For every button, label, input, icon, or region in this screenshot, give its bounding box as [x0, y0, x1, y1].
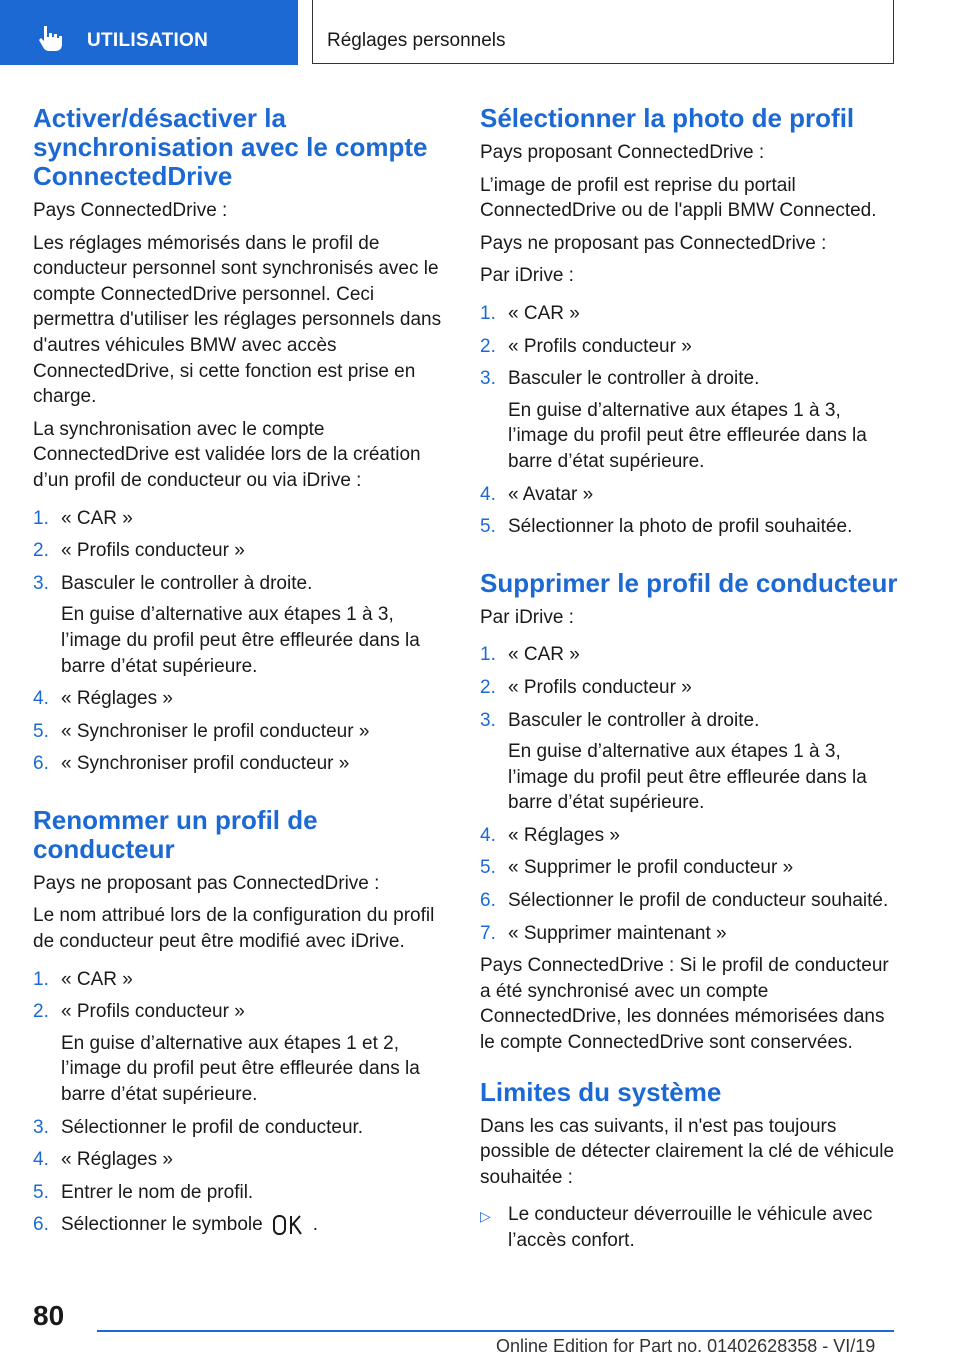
list-item: 4. « Réglages » — [33, 688, 173, 710]
heading-sync: Activer/désactiver la synchronisation avec le compte ConnectedDrive — [33, 103, 428, 191]
footer-divider — [97, 1330, 894, 1332]
list-item: 5. Sélectionner la photo de profil souhaitée. — [480, 516, 853, 538]
paragraph: Pays proposant ConnectedDrive : — [480, 142, 765, 163]
list-item: 1. « CAR » — [480, 302, 580, 324]
steps-list — [480, 642, 900, 946]
paragraph: Pays ne proposant pas ConnectedDrive : — [480, 232, 827, 254]
paragraph: Pays ConnectedDrive : — [33, 200, 228, 221]
bullet-item: ▷ Le conducteur déverrouille le véhicule avec l’accès confort. — [480, 1204, 873, 1251]
list-item: 6. « Synchroniser profil conducteur » — [33, 753, 350, 775]
paragraph: Le nom attribué lors de la configuration du profil de conducteur peut être modifié avec iDrive. — [33, 905, 435, 953]
heading-rename: Renommer un profil de conducteur — [33, 804, 318, 864]
heading-limits: Limites du système — [480, 1076, 722, 1107]
chapter-header — [312, 0, 894, 64]
list-item: 2. « Profils conducteur » — [480, 676, 692, 698]
steps-list — [480, 301, 900, 540]
steps-list — [33, 506, 449, 777]
list-item: 6. Sélectionner le profil de conducteur souhaité. — [480, 890, 889, 912]
list-item: 4. « Réglages » — [33, 1149, 173, 1171]
ok-symbol-icon — [271, 1213, 305, 1237]
list-item: 4. « Avatar » — [480, 483, 594, 505]
list-item: 6. Sélectionner le symbole . — [33, 1214, 318, 1236]
list-item: 2. « Profils conducteur » En guise d’alternative aux étapes 1 et 2, l’image du profil peut être effleurée dans la barre d’état supérieure. — [33, 1001, 420, 1106]
paragraph: Dans les cas suivants, il n'est pas toujours possible de détecter clairement la clé de véhicule souhaitée : — [480, 1115, 895, 1188]
footer-edition: Online Edition for Part no. 01402628358 - VI/19 — [496, 1336, 876, 1356]
list-item: 2. « Profils conducteur » — [33, 540, 245, 562]
heading-photo: Sélectionner la photo de profil — [480, 103, 855, 133]
list-item: 3. Basculer le controller à droite. En guise d’alternative aux étapes 1 à 3, l’image du profil peut être effleurée dans la barre d’état supérieure. — [480, 368, 867, 472]
list-item: 5. « Synchroniser le profil conducteur » — [33, 720, 370, 742]
list-item: 3. Basculer le controller à droite. En guise d’alternative aux étapes 1 à 3, l’image du profil peut être effleurée dans la barre d’état supérieure. — [480, 709, 867, 814]
steps-list — [33, 967, 449, 1238]
paragraph: Par iDrive : — [480, 265, 574, 287]
list-item: 7. « Supprimer maintenant » — [480, 922, 727, 944]
list-item: 5. « Supprimer le profil conducteur » — [480, 857, 794, 879]
chapter-title: Réglages personnels — [327, 30, 506, 51]
paragraph: La synchronisation avec le compte ConnectedDrive est validée lors de la création d’un profil de conducteur ou via iDrive : — [33, 418, 421, 491]
left-column — [33, 104, 449, 1245]
paragraph: Pays ne proposant pas ConnectedDrive : — [33, 872, 380, 894]
paragraph: Par iDrive : — [480, 606, 574, 628]
list-item: 4. « Réglages » — [480, 824, 620, 846]
list-item: 1. « CAR » — [33, 507, 133, 529]
paragraph: L’image de profil est reprise du portail ConnectedDrive ou de l'appli BMW Connected. — [480, 174, 877, 222]
list-item: 3. Sélectionner le profil de conducteur. — [33, 1116, 364, 1138]
paragraph: Les réglages mémorisés dans le profil de conducteur personnel sont synchronisés avec le compte ConnectedDrive personnel. Ceci permettra d'utiliser les réglages personnels dans d'autres véhicules BMW avec accès ConnectedDrive, si cette fonction est prise en charge. — [33, 232, 442, 408]
section-tab — [0, 0, 298, 65]
list-item: 2. « Profils conducteur » — [480, 335, 692, 357]
section-title: UTILISATION — [87, 30, 209, 51]
triangle-bullet-icon: ▷ — [480, 1208, 491, 1225]
list-item: 1. « CAR » — [33, 968, 133, 990]
list-item: 3. Basculer le controller à droite. En guise d’alternative aux étapes 1 à 3, l’image du profil peut être effleurée dans la barre d’état supérieure. — [33, 572, 420, 677]
list-item: 1. « CAR » — [480, 644, 580, 666]
heading-delete: Supprimer le profil de conducteur — [480, 567, 898, 598]
page-number: 80 — [33, 1300, 65, 1331]
list-item: 5. Entrer le nom de profil. — [33, 1181, 254, 1203]
right-column — [480, 104, 900, 1254]
paragraph: Pays ConnectedDrive : Si le profil de conducteur a été synchronisé avec un compte ConnectedDrive, les données mémorisées dans le compte ConnectedDrive sont conservées. — [480, 955, 889, 1054]
hand-pointer-icon — [38, 24, 64, 52]
